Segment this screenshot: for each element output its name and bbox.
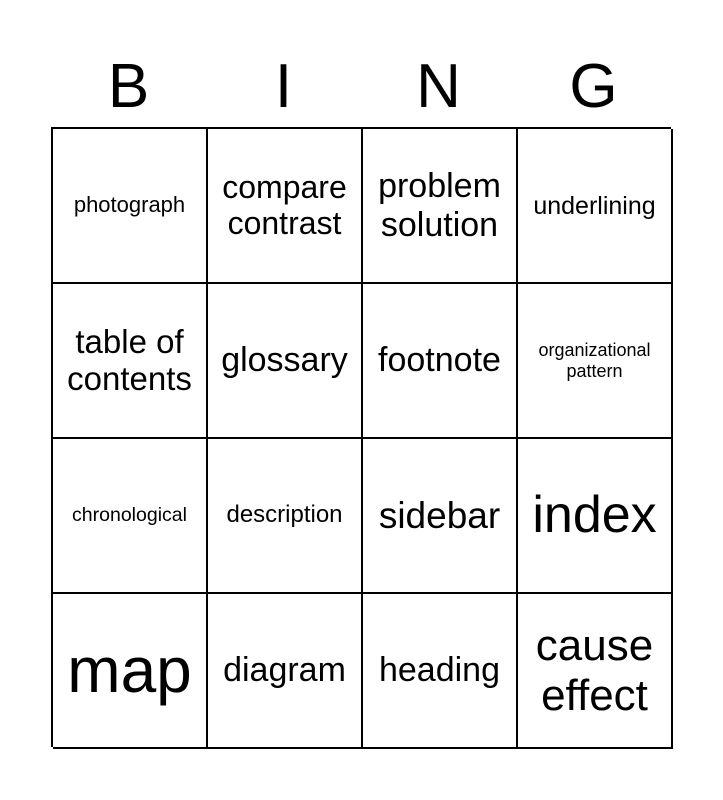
cell-text: glossary [221, 341, 348, 380]
bingo-cell-table-of-contents[interactable] [53, 284, 208, 439]
bingo-board [51, 127, 671, 747]
cell-text-line2: effect [541, 670, 648, 720]
header-letter-b: B [107, 52, 150, 121]
bingo-cell-compare-contrast[interactable] [208, 129, 363, 284]
cell-text: photograph [73, 192, 186, 218]
cell-text: index [532, 486, 657, 545]
bingo-cell-footnote[interactable] [363, 284, 518, 439]
cell-text-line1: compare [222, 168, 347, 205]
cell-text: sidebar [378, 494, 501, 536]
cell-text: map [67, 633, 192, 706]
cell-text: diagram [223, 651, 346, 690]
bingo-cell-sidebar[interactable] [363, 439, 518, 594]
cell-text-line2: pattern [566, 360, 623, 381]
bingo-cell-index[interactable] [518, 439, 673, 594]
bingo-cell-cause-effect[interactable] [518, 594, 673, 749]
cell-text: heading [378, 651, 500, 690]
cell-text: footnote [378, 341, 501, 380]
bingo-header [51, 52, 671, 122]
header-letter-i: I [274, 52, 293, 121]
header-letter-g: G [569, 52, 618, 121]
cell-text-line2: contents [67, 359, 192, 397]
bingo-cell-heading[interactable] [363, 594, 518, 749]
cell-text-line1: problem [378, 167, 501, 206]
cell-text-line1: cause [535, 621, 654, 671]
cell-text-line1: organizational [538, 340, 651, 361]
bingo-cell-description[interactable] [208, 439, 363, 594]
bingo-cell-glossary[interactable] [208, 284, 363, 439]
bingo-cell-photograph[interactable] [53, 129, 208, 284]
cell-text-line2: solution [380, 205, 499, 244]
cell-text: chronological [72, 503, 187, 526]
bingo-cell-map[interactable] [53, 594, 208, 749]
cell-text-line2: contrast [227, 204, 342, 241]
cell-text: description [226, 501, 343, 529]
bingo-cell-diagram[interactable] [208, 594, 363, 749]
cell-text: underlining [533, 191, 656, 220]
bingo-cell-chronological[interactable] [53, 439, 208, 594]
bingo-cell-problem-solution[interactable] [363, 129, 518, 284]
bingo-cell-organizational-pattern[interactable] [518, 284, 673, 439]
bingo-cell-underlining[interactable] [518, 129, 673, 284]
cell-text-line1: table of [75, 322, 184, 360]
header-letter-n: N [416, 52, 461, 121]
